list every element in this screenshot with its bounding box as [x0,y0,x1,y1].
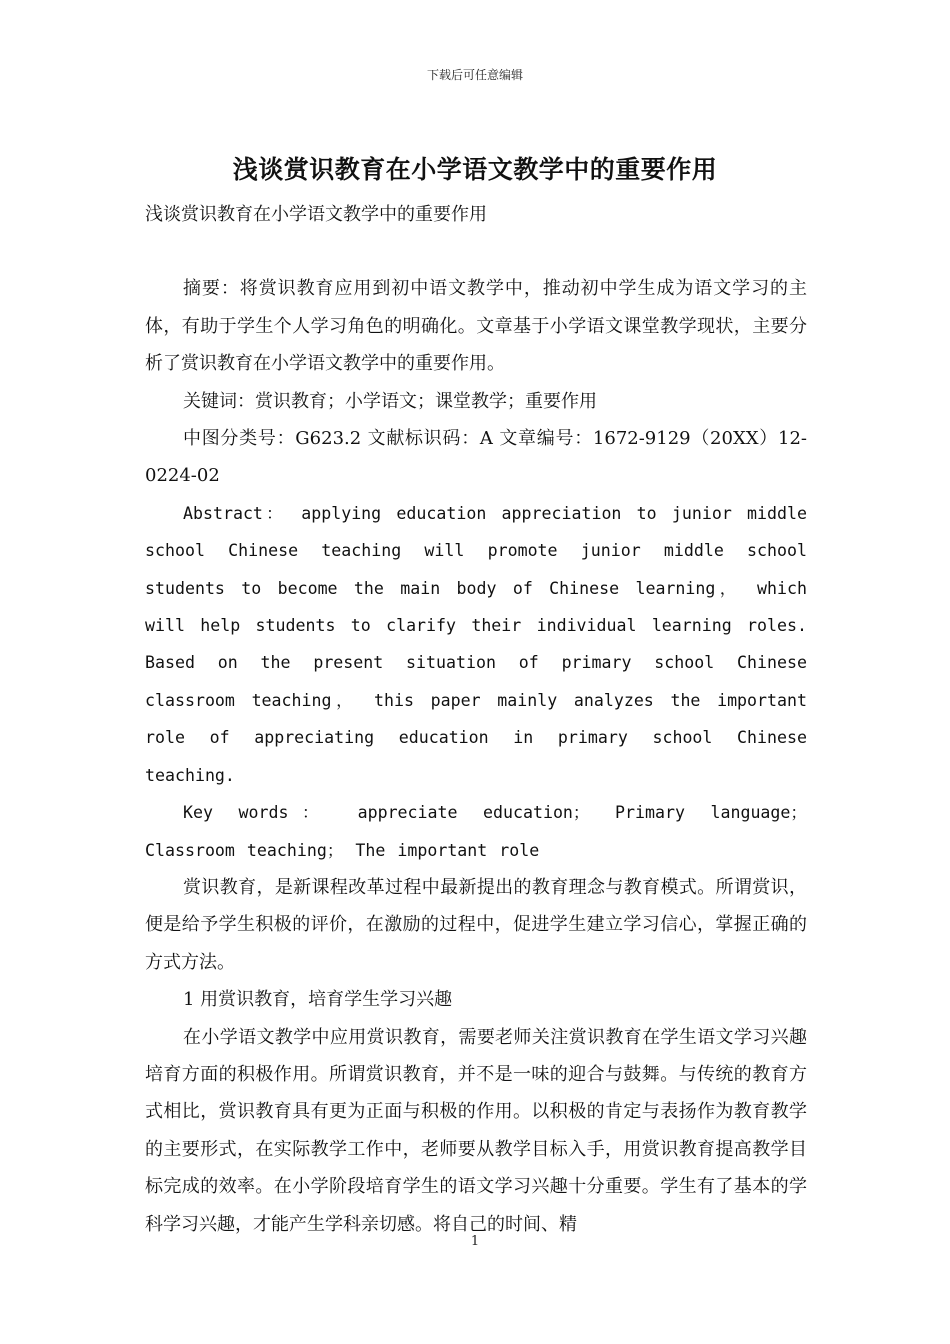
section-heading: 1 用赏识教育，培育学生学习兴趣 [183,989,453,1011]
classification-info: 中图分类号：G623.2 文献标识码：A 文章编号：1672-9129（20XX）12-0224-02 [145,428,807,487]
page-number: 1 [470,1234,480,1249]
abstract-en: Abstract： applying education appreciation to junior middle school Chinese teaching will promote junior middle school students to become the main body of Chinese learning， which will help students to clarify their individual learning roles. Based on the present situation of primary school Chinese classroom teaching， this paper mainly analyzes the important role of appreciating education in primary school Chinese teaching. [145,503,807,785]
intro-paragraph: 赏识教育，是新课程改革过程中最新提出的教育理念与教育模式。所谓赏识，便是给予学生积极的评价，在激励的过程中，促进学生建立学习信心，掌握正确的方式方法。 [145,876,807,973]
document-subtitle: 浅谈赏识教育在小学语文教学中的重要作用 [145,204,487,225]
document-body [145,196,807,1243]
keywords-en: Key words： appreciate education； Primary language； Classroom teaching； The important role [145,803,807,860]
page-header: 下载后可任意编辑 [426,68,523,82]
section-paragraph: 在小学语文教学中应用赏识教育，需要老师关注赏识教育在学生语文学习兴趣培育方面的积极作用。所谓赏识教育，并不是一味的迎合与鼓舞。与传统的教育方式相比，赏识教育具有更为正面与积极的作用。以积极的肯定与表扬作为教育教学的主要形式，在实际教学工作中，老师要从教学目标入手，用赏识教育提高教学目标完成的效率。在小学阶段培育学生的语文学习兴趣十分重要。学生有了基本的学科学习兴趣，才能产生学科亲切感。将自己的时间、精 [145,1026,807,1235]
document-title: 浅谈赏识教育在小学语文教学中的重要作用 [232,155,718,184]
abstract-cn: 摘要：将赏识教育应用到初中语文教学中，推动初中学生成为语文学习的主体，有助于学生个人学习角色的明确化。文章基于小学语文课堂教学现状，主要分析了赏识教育在小学语文教学中的重要作用。 [145,278,807,375]
keywords-cn: 关键词：赏识教育；小学语文；课堂教学；重要作用 [183,390,597,412]
